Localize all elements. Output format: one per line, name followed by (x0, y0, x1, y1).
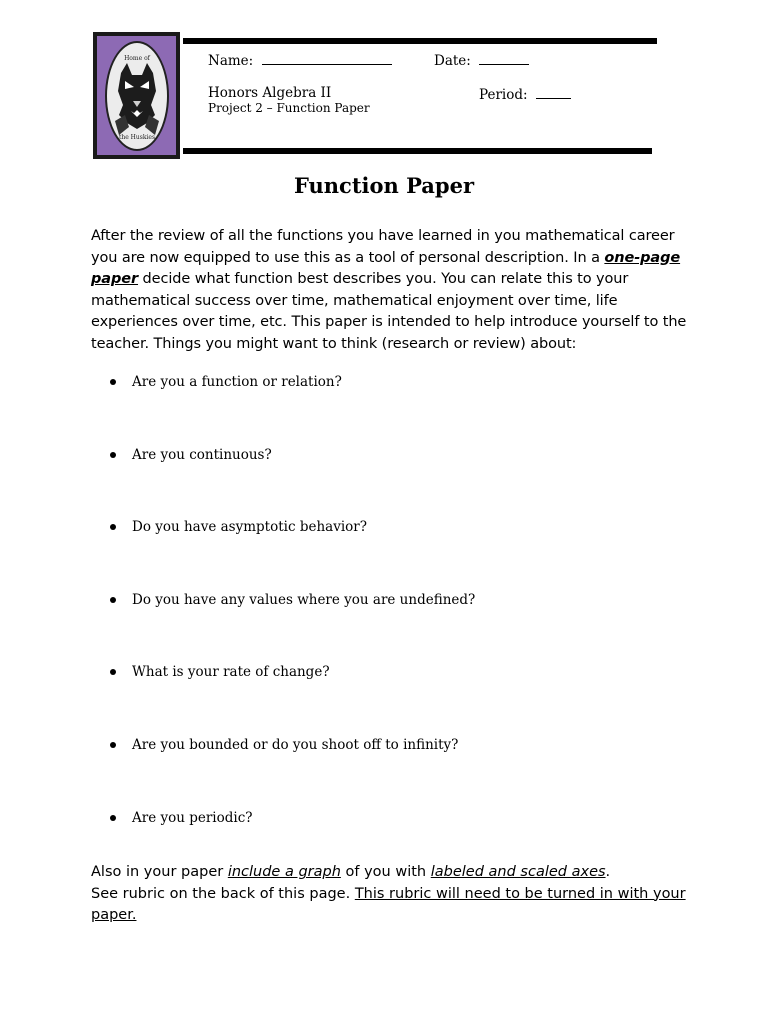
husky-emblem (105, 41, 169, 151)
school-logo (93, 32, 180, 159)
name-field (208, 53, 392, 69)
question-text: Are you a function or relation? (132, 374, 342, 390)
bullet-icon (110, 815, 116, 821)
header-top-rule (183, 38, 657, 44)
date-field (434, 53, 529, 69)
bullet-icon (110, 379, 116, 385)
page-title: Function Paper (293, 173, 475, 198)
husky-icon (107, 43, 167, 149)
outro-text: Also in your paper (91, 864, 228, 880)
outro-text: of you with (340, 864, 431, 880)
course-name: Honors Algebra II (208, 85, 332, 101)
bullet-icon (110, 597, 116, 603)
period-label: Period: (479, 87, 528, 103)
question-text: Are you periodic? (132, 810, 253, 826)
closing-paragraph (91, 862, 691, 927)
rubric-note: This rubric will need to be turned in with your paper. (91, 885, 686, 923)
outro-text: . (605, 864, 611, 880)
list-item (110, 735, 458, 755)
list-item (110, 372, 342, 392)
outro-text: See rubric on the back of this page. (91, 885, 355, 902)
period-field (479, 87, 571, 103)
intro-emphasis: one-page paper (91, 249, 681, 287)
date-blank[interactable] (479, 53, 529, 65)
date-label: Date: (434, 53, 471, 69)
graph-emphasis: include a graph (227, 864, 341, 880)
logo-top-text: Home of (123, 54, 150, 62)
question-text: Are you continuous? (132, 447, 272, 463)
bullet-icon (110, 452, 116, 458)
list-item (110, 445, 272, 465)
bullet-icon (110, 669, 116, 675)
intro-text-1: After the review of all the functions you have learned in you mathematical career you are now equipped to use this as a tool of personal description. In a (91, 228, 675, 266)
header-bottom-rule (183, 148, 652, 154)
graph-instruction (91, 862, 691, 884)
logo-bottom-text: the Huskies (118, 133, 155, 141)
intro-paragraph (91, 226, 691, 355)
bullet-icon (110, 524, 116, 530)
intro-text-2: decide what function best describes you. You can relate this to your mathematical success over time, mathematical enjoyment over time, life experiences over time, etc. This paper is intended to help introduce yourself to the teacher. Things you might want to think (research or review) about: (91, 271, 687, 352)
list-item (110, 590, 475, 610)
axes-emphasis: labeled and scaled axes (430, 864, 606, 880)
project-name: Project 2 – Function Paper (208, 101, 370, 115)
list-item (110, 662, 330, 682)
list-item (110, 808, 253, 828)
question-text: Do you have any values where you are undefined? (132, 592, 476, 608)
name-blank[interactable] (262, 53, 392, 65)
list-item (110, 517, 367, 537)
period-blank[interactable] (536, 87, 571, 99)
question-text: Do you have asymptotic behavior? (132, 519, 367, 535)
question-text: What is your rate of change? (132, 664, 330, 680)
name-label: Name: (208, 53, 254, 69)
bullet-icon (110, 742, 116, 748)
question-text: Are you bounded or do you shoot off to infinity? (132, 737, 459, 753)
rubric-instruction (91, 884, 691, 927)
